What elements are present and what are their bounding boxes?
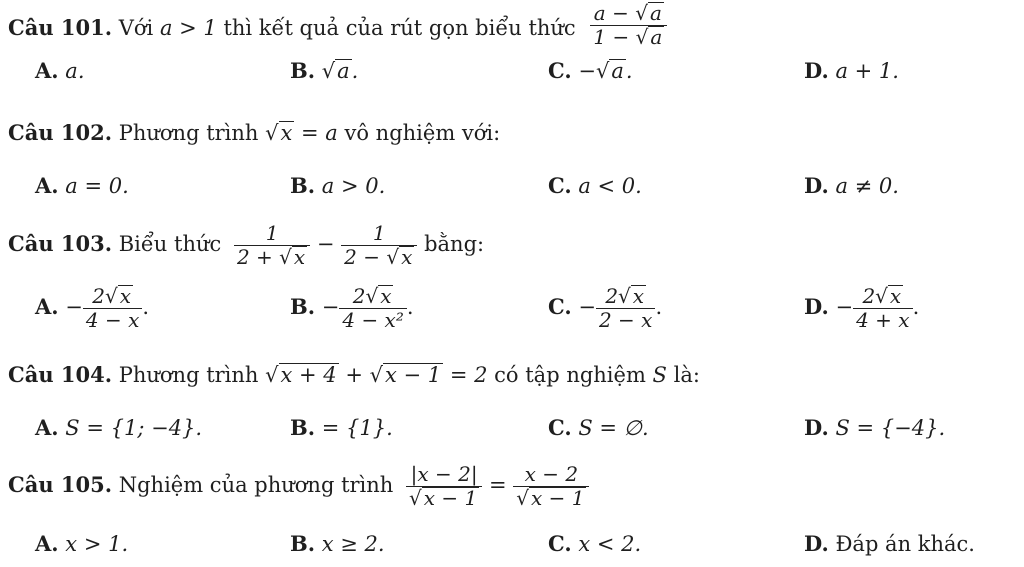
option-105-b[interactable] [290, 531, 385, 556]
option-text: a < 0. [578, 174, 642, 198]
option-103-d[interactable] [804, 285, 919, 332]
fraction-denominator: 1 − [593, 25, 636, 49]
radicand: x [293, 245, 306, 269]
fraction-denominator: 4 − x [85, 308, 140, 332]
fraction-denominator: 2 − x [598, 308, 653, 332]
option-fraction: $\frac{2√ x}{2 - x}$ [596, 285, 655, 332]
option-103-b[interactable] [290, 285, 414, 332]
option-letter: B. [290, 173, 316, 198]
option-text: S = {1; −4}. [65, 416, 203, 440]
option-letter: A. [35, 173, 59, 198]
question-stem: Nghiệm của phương trình [118, 473, 394, 497]
option-letter: C. [548, 531, 572, 556]
option-fraction: $\frac{2√ x}{\text{4 − x²}}$ [339, 285, 407, 332]
operator: + [338, 363, 370, 387]
option-letter: B. [290, 415, 316, 440]
option-letter: D. [804, 173, 829, 198]
option-104-a[interactable] [35, 415, 202, 440]
question-number: Câu 104. [8, 362, 113, 387]
option-punct: . [655, 295, 663, 319]
option-letter: C. [548, 294, 572, 319]
option-text: S = {−4}. [835, 416, 946, 440]
question-math: a > 1 [159, 16, 217, 40]
option-103-c[interactable] [548, 285, 662, 332]
question-stem-end: là: [666, 363, 700, 387]
option-103-a[interactable] [35, 285, 149, 332]
option-letter: A. [35, 294, 59, 319]
radicand: a [611, 59, 624, 83]
question-stem: Biểu thức [118, 232, 222, 256]
radicand: x [401, 245, 413, 269]
option-letter: A. [35, 415, 59, 440]
question-stem-tail: bằng: [424, 232, 485, 256]
option-letter: D. [804, 531, 829, 556]
fraction-numerator: 2 [352, 284, 366, 308]
option-102-c[interactable] [548, 173, 642, 198]
fraction-denominator: 2 + [236, 245, 280, 269]
option-letter: A. [35, 531, 59, 556]
question-102: Câu 102. Phương trình √x = a vô nghiệm với: [8, 120, 501, 145]
option-fraction: $\frac{2√ x}{4 + x}$ [853, 285, 912, 332]
option-punct: . [142, 295, 150, 319]
question-number: Câu 102. [8, 120, 113, 145]
radicand: x − 1 [423, 486, 478, 510]
radicand: x [119, 284, 132, 308]
operator: = [488, 473, 507, 497]
option-104-d[interactable] [804, 415, 945, 440]
question-number: Câu 105. [8, 472, 113, 497]
radicand: x [889, 284, 902, 308]
option-letter: A. [35, 58, 59, 83]
option-letter: D. [804, 294, 829, 319]
option-105-d[interactable] [804, 531, 975, 556]
question-stem: Phương trình [118, 363, 266, 387]
expression-fraction-2: $\frac{1}{2 - √ x}$ [341, 222, 417, 269]
radicand: a [337, 59, 350, 83]
question-number: Câu 101. [8, 15, 113, 40]
question-105 [8, 463, 589, 510]
fraction-numerator: 1 [234, 222, 310, 246]
equation-fraction-2: $\frac{x - 2}{√ x - 1}$ [513, 463, 589, 510]
fraction-numerator: a − [593, 1, 636, 25]
option-text: a = 0. [65, 174, 129, 198]
option-sign: − [578, 59, 596, 83]
option-letter: D. [804, 58, 829, 83]
radicand: x − 1 [530, 486, 585, 510]
option-text: x > 1. [65, 532, 129, 556]
option-101-d[interactable] [804, 58, 899, 83]
expression-fraction: $\frac{a - √ a}{1 - √ a}$ [590, 2, 667, 49]
option-letter: D. [804, 415, 829, 440]
question-number: Câu 103. [8, 231, 113, 256]
radicand: x [280, 121, 293, 145]
option-text: a + 1. [835, 59, 899, 83]
question-stem: Phương trình [118, 121, 266, 145]
equation-fraction-1: $\frac{|x - 2|}{√ x - 1}$ [406, 463, 482, 510]
option-101-b[interactable]: B. √a. [290, 58, 359, 83]
option-letter: C. [548, 58, 572, 83]
option-text: a. [65, 59, 85, 83]
expression-fraction-1: $\frac{1}{2 + √ x}$ [234, 222, 310, 269]
question-stem-tail: vô nghiệm với: [337, 121, 501, 145]
option-sign: − [321, 295, 340, 319]
option-text: = {1}. [321, 416, 393, 440]
option-102-b[interactable] [290, 173, 385, 198]
radicand: x − 1 [385, 363, 442, 387]
option-102-a[interactable] [35, 173, 129, 198]
option-text: S = ∅. [578, 416, 649, 440]
option-104-c[interactable] [548, 415, 649, 440]
option-letter: B. [290, 531, 316, 556]
option-text: a > 0. [321, 174, 386, 198]
radicand: a [650, 25, 663, 49]
radicand: x [632, 284, 645, 308]
fraction-numerator: |x − 2| [406, 463, 482, 487]
question-math: = a [294, 121, 338, 145]
option-sign: − [578, 295, 596, 319]
option-letter: C. [548, 415, 572, 440]
radicand: a [649, 1, 662, 25]
question-stem-tail: có tập nghiệm [487, 363, 653, 387]
fraction-numerator: 1 [341, 222, 417, 246]
question-variable: S [652, 363, 667, 387]
option-letter: B. [290, 294, 316, 319]
fraction-numerator: x − 2 [513, 463, 589, 487]
option-sign: − [835, 295, 854, 319]
option-101-a[interactable] [35, 58, 85, 83]
option-fraction: $\frac{2√ x}{4 - x}$ [83, 285, 142, 332]
question-stem: Với [118, 16, 160, 40]
option-punct: . [406, 295, 414, 319]
option-105-a[interactable] [35, 531, 128, 556]
option-letter: C. [548, 173, 572, 198]
option-letter: B. [290, 58, 316, 83]
question-103 [8, 222, 484, 269]
fraction-numerator: 2 [862, 284, 876, 308]
option-punct: . [625, 59, 633, 83]
option-104-b[interactable] [290, 415, 393, 440]
option-sign: − [65, 295, 83, 319]
radicand: x + 4 [280, 363, 337, 387]
question-stem-tail: thì kết quả của rút gọn biểu thức [216, 16, 576, 40]
option-punct: . [351, 59, 359, 83]
option-text: Đáp án khác. [835, 532, 975, 556]
radicand: x [380, 284, 392, 308]
option-text: x < 2. [578, 532, 642, 556]
option-101-c[interactable]: C. −√a. [548, 58, 633, 83]
option-105-c[interactable] [548, 531, 641, 556]
fraction-numerator: 2 [605, 284, 619, 308]
fraction-numerator: 2 [92, 284, 105, 308]
option-text: a ≠ 0. [835, 174, 899, 198]
option-102-d[interactable] [804, 173, 899, 198]
fraction-denominator: 2 − [344, 245, 387, 269]
question-101 [8, 1, 667, 53]
question-math: = 2 [443, 363, 488, 387]
fraction-denominator: 4 + x [856, 308, 910, 332]
operator: − [316, 232, 335, 256]
question-104: Câu 104. Phương trình √x + 4 + √x − 1 = 2 có tập nghiệm S là: [8, 362, 700, 387]
fraction-denominator: 4 − x² [342, 308, 404, 332]
option-punct: . [912, 295, 920, 319]
option-text: x ≥ 2. [321, 532, 385, 556]
